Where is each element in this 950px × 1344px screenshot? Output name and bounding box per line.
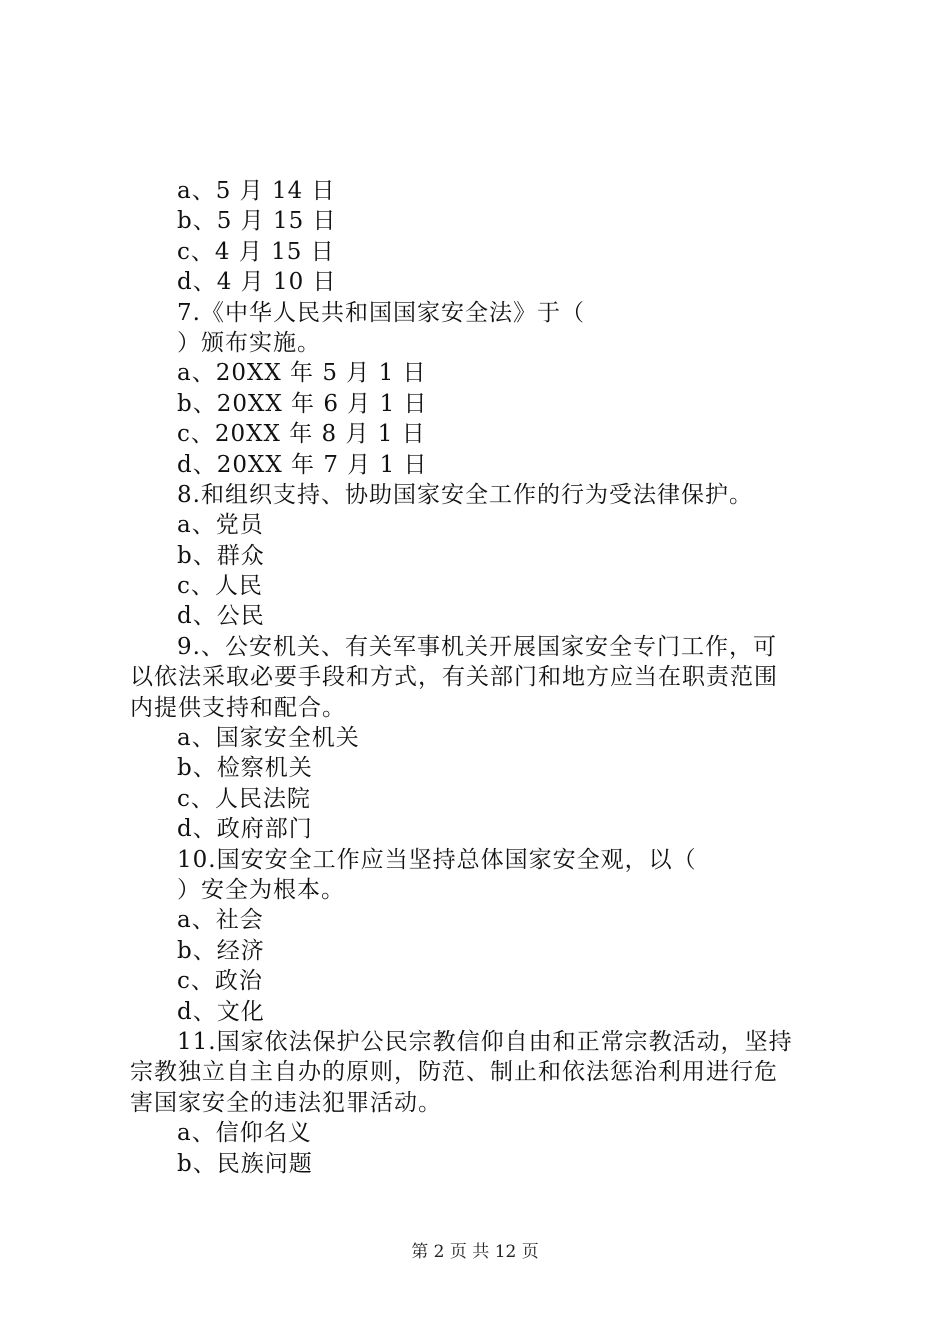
text-line: a、20XX 年 5 月 1 日 [177, 360, 427, 387]
text-line: c、4 月 15 日 [177, 238, 335, 265]
text-line: 内提供支持和配合。 [130, 694, 346, 721]
text-line: 9.、公安机关、有关军事机关开展国家安全专门工作，可 [177, 633, 777, 660]
text-line: b、经济 [177, 937, 265, 964]
text-line: 10.国安安全工作应当坚持总体国家安全观，以（ [177, 846, 697, 873]
text-line: a、国家安全机关 [177, 725, 360, 752]
text-line: d、20XX 年 7 月 1 日 [177, 451, 428, 478]
text-line: ）颁布实施。 [177, 329, 321, 356]
text-line: d、公民 [177, 603, 265, 630]
text-line: c、人民 [177, 573, 263, 600]
text-line: 宗教独立自主自办的原则，防范、制止和依法惩治利用进行危 [130, 1059, 778, 1086]
text-line: c、20XX 年 8 月 1 日 [177, 421, 426, 448]
text-line: b、检察机关 [177, 755, 313, 782]
text-line: 以依法采取必要手段和方式，有关部门和地方应当在职责范围 [130, 664, 778, 691]
text-line: d、政府部门 [177, 816, 313, 843]
text-line: c、政治 [177, 968, 263, 995]
text-line: a、社会 [177, 907, 264, 934]
document-body [130, 176, 830, 1179]
text-line: 8.和组织支持、协助国家安全工作的行为受法律保护。 [177, 481, 753, 508]
text-line: 害国家安全的违法犯罪活动。 [130, 1089, 442, 1116]
text-line: b、民族问题 [177, 1150, 313, 1177]
page-footer: 第 2 页 共 12 页 [411, 1242, 539, 1262]
text-line: 11.国家依法保护公民宗教信仰自由和正常宗教活动，坚持 [177, 1028, 793, 1055]
text-line: d、4 月 10 日 [177, 269, 337, 296]
text-line: ）安全为根本。 [177, 876, 345, 903]
text-line: b、群众 [177, 542, 265, 569]
text-line: c、人民法院 [177, 785, 311, 812]
text-line: a、5 月 14 日 [177, 178, 336, 204]
text-line: d、文化 [177, 998, 265, 1025]
text-line: b、5 月 15 日 [177, 208, 337, 235]
text-line: 7.《中华人民共和国国家安全法》于（ [177, 299, 585, 326]
text-line: a、党员 [177, 512, 264, 539]
text-line: b、20XX 年 6 月 1 日 [177, 390, 428, 417]
text-line: a、信仰名义 [177, 1120, 312, 1147]
